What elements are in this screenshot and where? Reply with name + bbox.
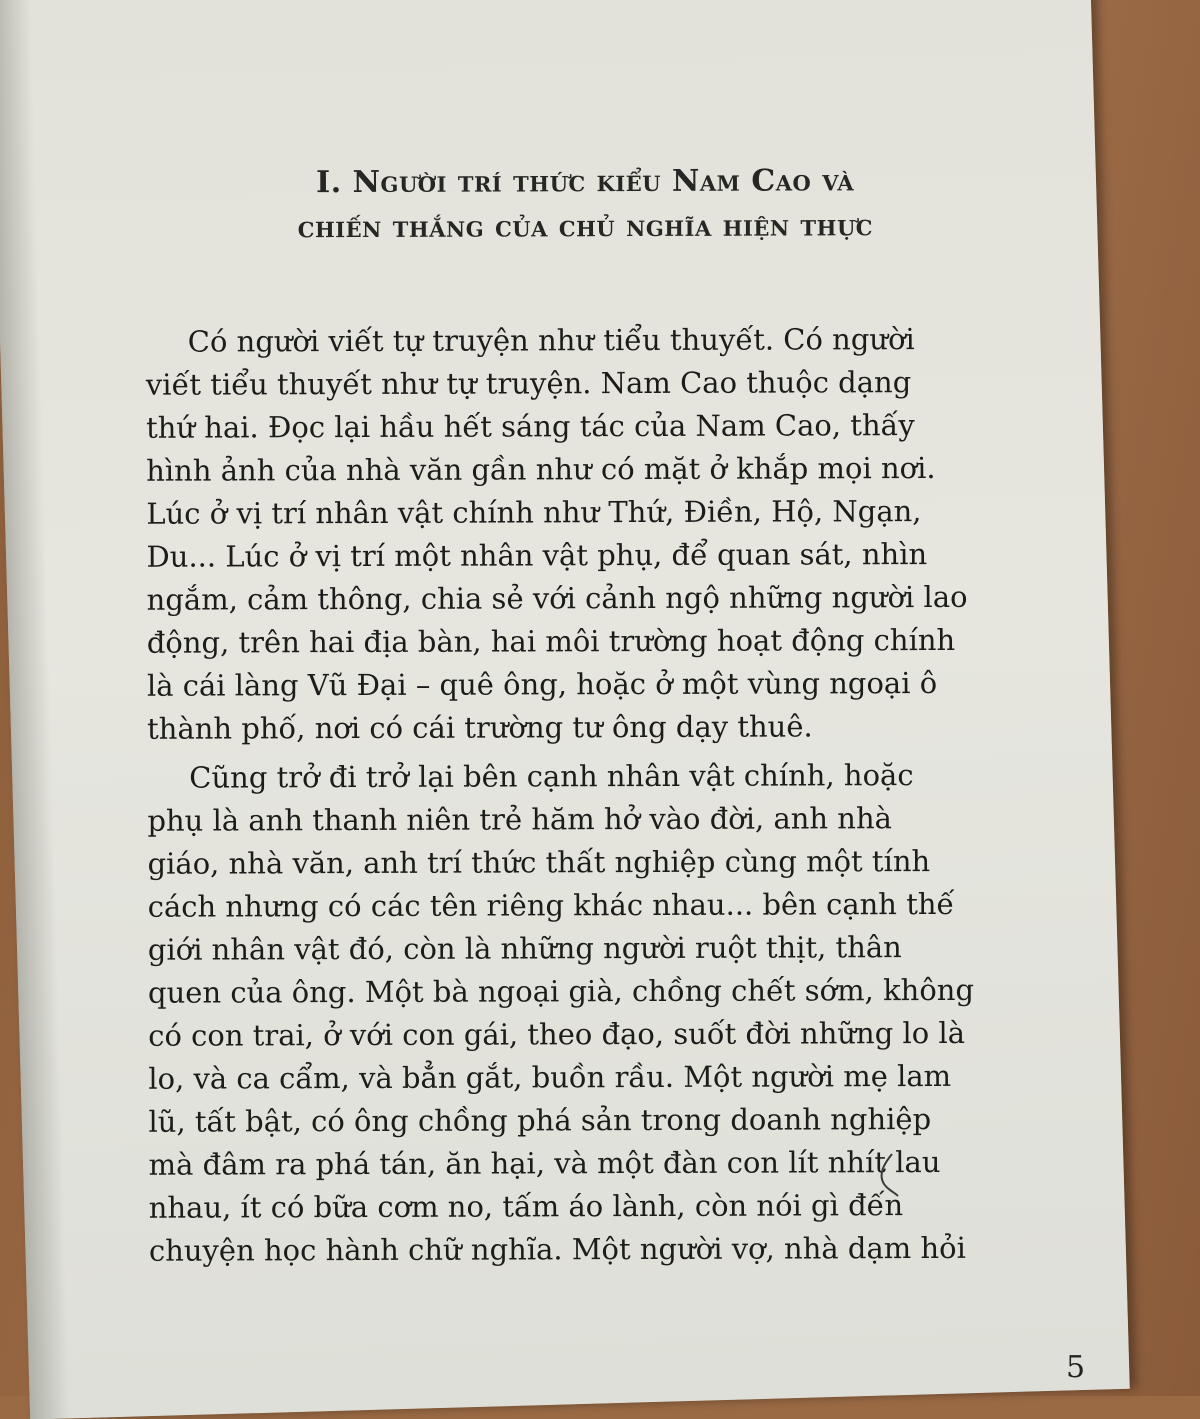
text-line: Có người viết tự truyện như tiểu thuyết. Có người [187,322,915,359]
text-line: phụ là anh thanh niên trẻ hăm hở vào đời, anh nhà [147,801,892,838]
text-line: Du... Lúc ở vị trí một nhân vật phụ, để quan sát, nhìn [146,537,928,574]
chapter-heading-line-2: chiến thắng của chủ nghĩa hiện thực [297,208,874,246]
pen-mark-icon [872,1150,912,1200]
text-line: Cũng trở đi trở lại bên cạnh nhân vật chính, hoặc [189,758,914,795]
text-line: giáo, nhà văn, anh trí thức thất nghiệp cùng một tính [147,844,931,881]
text-line: là cái làng Vũ Đại – quê ông, hoặc ở một vùng ngoại ô [146,665,938,703]
text-line: mà đâm ra phá tán, ăn hại, và một đàn con lít nhít lau [148,1144,941,1182]
page-content [145,158,1029,1273]
text-line: ngắm, cảm thông, chia sẻ với cảnh ngộ những người lao [146,579,968,617]
text-line: viết tiểu thuyết như tự truyện. Nam Cao thuộc dạng [145,365,912,402]
text-line: hình ảnh của nhà văn gần như có mặt ở khắp mọi nơi. [146,450,936,488]
text-line: có con trai, ở với con gái, theo đạo, suốt đời những lo là [148,1015,966,1053]
chapter-heading-line-1: I. Người trí thức kiểu Nam Cao và [316,163,855,201]
text-line: cách nhưng có các tên riêng khác nhau... bên cạnh thế [147,886,955,924]
text-line: Lúc ở vị trí nhân vật chính như Thứ, Điền, Hộ, Ngạn, [146,494,922,531]
text-line: quen của ông. Một bà ngoại già, chồng chết sớm, không [147,972,975,1010]
page-number: 5 [1066,1350,1086,1385]
text-line: giới nhân vật đó, còn là những người ruột thịt, thân [147,930,902,967]
text-line: chuyện học hành chữ nghĩa. Một người vợ, nhà dạm hỏi [148,1230,966,1268]
text-line: nhau, ít có bữa cơm no, tấm áo lành, còn nói gì đến [148,1188,904,1225]
text-line: thứ hai. Đọc lại hầu hết sáng tác của Nam Cao, thấy [145,408,915,445]
chapter-heading [145,158,1025,251]
paragraph-1 [146,318,1027,751]
text-line: động, trên hai địa bàn, hai môi trường hoạt động chính [146,622,956,660]
text-line: lo, và ca cẩm, và bẳn gắt, buồn rầu. Một người mẹ lam [148,1058,952,1096]
text-line: lũ, tất bật, có ông chồng phá sản trong doanh nghiệp [148,1102,932,1139]
text-line: thành phố, nơi có cái trường tư ông dạy thuê. [147,709,813,746]
